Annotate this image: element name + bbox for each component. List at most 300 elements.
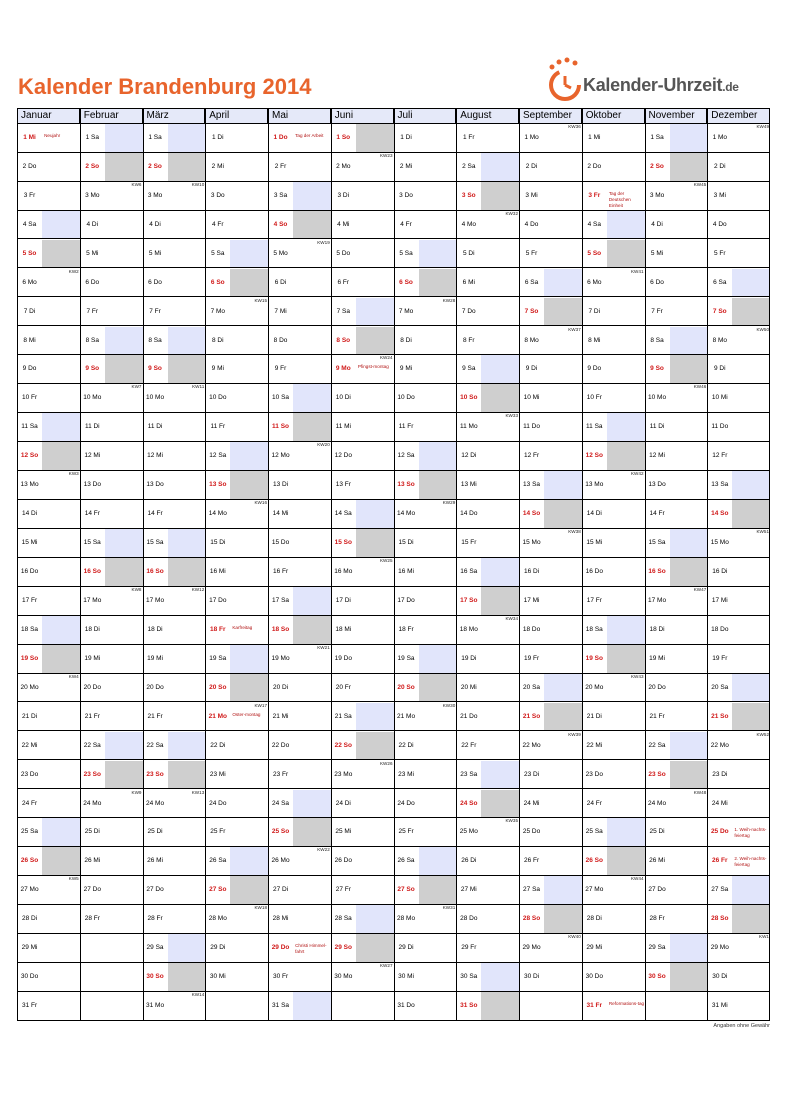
day-label: 16 Do <box>20 568 39 576</box>
day-cell <box>143 124 206 153</box>
day-cell <box>582 876 645 905</box>
day-cell <box>268 500 331 529</box>
day-label: 25 Sa <box>21 828 39 836</box>
day-label: 1 Di <box>212 134 224 141</box>
day-cell <box>519 616 582 645</box>
week-number: KW31 <box>442 905 456 911</box>
day-label: 18 Fr <box>398 625 414 633</box>
day-label: 29 Mo <box>522 944 541 952</box>
week-number: KW52 <box>756 731 769 737</box>
day-cell <box>582 934 645 963</box>
day-notes-area <box>607 269 645 297</box>
day-cell <box>707 153 770 182</box>
day-cell <box>17 500 80 529</box>
week-number: KW2 <box>68 268 79 274</box>
day-notes-area <box>544 471 582 499</box>
day-cell <box>394 587 457 616</box>
day-label: 26 Sa <box>397 857 415 865</box>
month-header: April <box>205 108 268 124</box>
day-notes-area <box>230 790 268 818</box>
grid-line <box>268 108 269 1021</box>
week-number: KW24 <box>379 355 393 361</box>
month-header: Oktober <box>582 108 645 124</box>
day-cell <box>707 645 770 674</box>
day-notes-area <box>356 558 394 586</box>
day-notes-area <box>670 355 708 383</box>
day-label: 23 Mi <box>209 770 226 778</box>
day-cell <box>582 240 645 269</box>
month-header: März <box>143 108 206 124</box>
day-notes-area <box>356 269 394 297</box>
day-cell <box>707 761 770 790</box>
day-cell <box>645 298 708 327</box>
day-notes-area <box>419 876 457 904</box>
day-cell <box>205 153 268 182</box>
day-notes-area <box>607 645 645 673</box>
day-label: 5 Mi <box>650 249 664 257</box>
day-label: 22 Di <box>210 741 226 749</box>
day-cell <box>331 124 394 153</box>
day-notes-area <box>544 761 582 789</box>
day-notes-area <box>732 963 770 991</box>
day-label: 26 Fr <box>523 857 540 865</box>
year-calendar-grid <box>17 108 770 1021</box>
day-cell <box>456 876 519 905</box>
week-number: KW48 <box>693 789 707 795</box>
grid-line <box>17 108 18 1021</box>
day-cell <box>143 327 206 356</box>
day-notes-area <box>356 413 394 441</box>
day-label: 25 Fr <box>210 828 226 836</box>
day-notes-area <box>481 818 519 846</box>
month-column-10 <box>645 108 708 1021</box>
day-cell <box>645 645 708 674</box>
day-cell <box>519 240 582 269</box>
week-number: KW9 <box>131 789 142 795</box>
day-cell <box>205 124 268 153</box>
day-cell <box>205 847 268 876</box>
day-notes-area <box>607 529 645 557</box>
day-notes-area <box>293 587 331 615</box>
day-notes-area <box>105 587 143 615</box>
day-notes-area <box>42 529 80 557</box>
day-label: 5 So <box>22 249 37 257</box>
day-label: 26 Mi <box>147 857 163 865</box>
day-label: 6 Sa <box>713 278 727 286</box>
site-logo[interactable] <box>543 55 758 101</box>
day-label: 4 Mi <box>337 220 350 228</box>
day-cell <box>331 732 394 761</box>
day-notes-area <box>670 587 708 615</box>
day-cell <box>394 500 457 529</box>
day-cell <box>80 818 143 847</box>
day-notes-area <box>105 818 143 846</box>
day-label: 2 Do <box>587 162 602 170</box>
day-notes-area <box>105 905 143 933</box>
day-cell <box>456 674 519 703</box>
day-cell <box>519 934 582 963</box>
day-label: 22 Mo <box>522 741 541 749</box>
day-label: 12 Mo <box>271 452 290 460</box>
week-number: KW22 <box>317 847 330 853</box>
day-cell <box>80 211 143 240</box>
day-label: 31 Fr <box>21 1002 38 1010</box>
day-notes-area <box>356 732 394 760</box>
day-label: 4 Fr <box>212 220 224 228</box>
grid-line <box>769 108 770 1021</box>
month-column-5 <box>331 108 394 1021</box>
day-cell <box>331 587 394 616</box>
day-notes-area <box>607 413 645 441</box>
day-cell <box>80 384 143 413</box>
day-notes-area <box>293 934 331 962</box>
day-cell <box>519 442 582 471</box>
day-notes-area <box>670 761 708 789</box>
day-notes-area <box>732 384 770 412</box>
day-cell <box>707 847 770 876</box>
day-notes-area <box>607 211 645 239</box>
day-label: 20 Sa <box>711 683 729 691</box>
day-cell <box>331 645 394 674</box>
week-number: KW7 <box>131 384 142 390</box>
day-cell <box>331 992 394 1021</box>
day-label: 18 Di <box>649 625 665 633</box>
day-cell <box>519 327 582 356</box>
day-label: 26 Mo <box>271 857 290 865</box>
day-cell <box>205 269 268 298</box>
day-label: 27 Mi <box>460 886 477 894</box>
day-cell <box>707 674 770 703</box>
day-notes-area <box>293 471 331 499</box>
day-notes-area <box>230 298 268 326</box>
day-notes-area <box>544 529 582 557</box>
day-notes-area <box>544 384 582 412</box>
day-notes-area <box>670 413 708 441</box>
day-label: 19 Mi <box>649 654 665 662</box>
day-label: 26 Di <box>461 857 477 865</box>
day-cell <box>205 587 268 616</box>
day-label: 28 Sa <box>334 915 352 923</box>
day-cell <box>707 963 770 992</box>
day-cell <box>394 269 457 298</box>
day-notes-area <box>419 645 457 673</box>
day-notes-area <box>293 818 331 846</box>
day-notes-area <box>105 703 143 731</box>
day-label: 24 Do <box>209 799 227 807</box>
day-notes-area <box>42 500 80 528</box>
day-label: 20 Fr <box>335 683 351 691</box>
day-cell <box>582 703 645 732</box>
day-notes-area <box>544 934 582 962</box>
day-notes-area <box>481 211 519 239</box>
day-cell <box>645 240 708 269</box>
day-cell <box>394 471 457 500</box>
day-notes-area <box>419 674 457 702</box>
day-notes-area <box>356 847 394 875</box>
day-notes-area <box>105 153 143 181</box>
holiday-label: Karfreitag <box>232 624 253 630</box>
day-cell <box>268 732 331 761</box>
day-notes-area <box>42 587 80 615</box>
month-header: September <box>519 108 582 124</box>
day-label: 22 Sa <box>648 741 666 749</box>
disclaimer: Angaben ohne Gewähr <box>713 1023 770 1029</box>
day-notes-area <box>419 992 457 1020</box>
day-cell <box>80 905 143 934</box>
day-label: 5 Mo <box>273 249 288 257</box>
day-notes-area <box>230 703 268 731</box>
day-label: 14 Di <box>21 510 38 518</box>
grid-line <box>645 108 646 1021</box>
day-cell <box>582 616 645 645</box>
day-cell <box>17 963 80 992</box>
day-label: 27 Sa <box>523 886 541 894</box>
month-column-8 <box>519 108 582 1021</box>
day-cell <box>268 442 331 471</box>
day-label: 10 Do <box>209 394 227 402</box>
day-cell <box>331 876 394 905</box>
day-label: 22 Do <box>271 741 290 749</box>
day-cell <box>456 645 519 674</box>
day-cell <box>582 790 645 819</box>
day-cell <box>205 703 268 732</box>
day-notes-area <box>607 153 645 181</box>
day-cell <box>80 674 143 703</box>
day-label: 20 Mi <box>460 683 477 691</box>
day-notes-area <box>356 327 394 355</box>
day-cell <box>519 529 582 558</box>
day-label: 27 Do <box>83 886 101 894</box>
day-cell <box>268 153 331 182</box>
day-label: 22 Mi <box>586 741 603 749</box>
day-notes-area <box>419 355 457 383</box>
day-notes-area <box>42 761 80 789</box>
day-cell <box>17 992 80 1021</box>
week-number: KW39 <box>568 731 581 737</box>
day-cell <box>394 384 457 413</box>
holiday-label: Reformations-tag <box>608 1001 645 1007</box>
day-notes-area <box>168 327 206 355</box>
day-cell <box>205 992 268 1021</box>
day-cell <box>456 442 519 471</box>
day-label: 11 Fr <box>210 423 226 431</box>
day-notes-area <box>670 674 708 702</box>
day-cell <box>645 355 708 384</box>
day-notes-area <box>419 847 457 875</box>
day-notes-area <box>607 703 645 731</box>
day-notes-area <box>105 674 143 702</box>
day-label: 23 Do <box>20 770 39 778</box>
day-notes-area <box>481 327 519 355</box>
week-number: KW10 <box>191 181 205 187</box>
day-label: 17 Sa <box>272 596 290 604</box>
day-label: 25 Mi <box>335 828 352 836</box>
day-notes-area <box>481 992 519 1020</box>
day-notes-area <box>544 703 582 731</box>
day-cell <box>17 674 80 703</box>
day-cell <box>456 992 519 1021</box>
day-notes-area <box>544 500 582 528</box>
day-cell <box>394 818 457 847</box>
holiday-label: Christi Himmel-fahrt <box>295 943 327 955</box>
day-label: 29 Di <box>398 944 414 952</box>
day-cell <box>143 905 206 934</box>
day-notes-area <box>42 240 80 268</box>
day-label: 21 Do <box>460 712 478 720</box>
day-label: 10 Mo <box>648 394 667 402</box>
day-notes-area <box>670 384 708 412</box>
day-cell <box>394 558 457 587</box>
day-notes-area <box>670 876 708 904</box>
day-label: 3 Fr <box>23 191 36 199</box>
day-label: 1 Mi <box>588 134 601 141</box>
day-notes-area <box>293 963 331 991</box>
day-cell <box>331 790 394 819</box>
day-notes-area <box>168 298 206 326</box>
day-cell <box>17 761 80 790</box>
week-number: KW36 <box>568 124 581 129</box>
day-notes-area <box>607 558 645 586</box>
day-notes-area <box>419 240 457 268</box>
day-cell <box>143 442 206 471</box>
day-notes-area <box>732 616 770 644</box>
day-label: 30 Di <box>523 973 540 981</box>
day-cell <box>205 934 268 963</box>
day-label: 16 So <box>83 568 101 576</box>
day-label: 1 Di <box>400 134 412 141</box>
day-notes-area <box>356 703 394 731</box>
day-cell <box>331 355 394 384</box>
day-notes-area <box>670 790 708 818</box>
day-notes-area <box>607 761 645 789</box>
day-cell <box>205 240 268 269</box>
day-label: 17 Fr <box>21 596 38 604</box>
day-label: 19 Mi <box>84 654 101 662</box>
day-cell <box>268 124 331 153</box>
day-notes-area <box>356 790 394 818</box>
day-label: 12 Mi <box>649 452 665 460</box>
day-label: 4 So <box>273 220 288 228</box>
day-label: 28 Mi <box>272 915 289 923</box>
day-cell <box>205 876 268 905</box>
day-label: 17 Mo <box>83 596 102 604</box>
day-cell <box>645 327 708 356</box>
day-cell <box>331 298 394 327</box>
day-label: 6 So <box>399 278 413 286</box>
day-cell <box>268 703 331 732</box>
day-cell <box>331 153 394 182</box>
day-cell <box>645 442 708 471</box>
day-notes-area <box>168 124 206 152</box>
day-label: 27 Mo <box>20 886 39 894</box>
day-cell <box>80 847 143 876</box>
day-cell <box>582 355 645 384</box>
day-label: 18 Di <box>84 625 100 633</box>
day-label: 7 Di <box>588 307 601 315</box>
day-label: 2 So <box>85 162 100 170</box>
day-label: 4 Fr <box>400 220 412 228</box>
day-notes-area <box>42 876 80 904</box>
day-cell <box>80 645 143 674</box>
day-notes-area <box>356 442 394 470</box>
day-label: 28 Mo <box>208 915 227 923</box>
day-label: 2 Fr <box>274 162 287 170</box>
day-label: 12 Do <box>334 452 352 460</box>
day-notes-area <box>732 240 770 268</box>
day-cell <box>519 558 582 587</box>
day-cell <box>645 674 708 703</box>
day-notes-area <box>481 732 519 760</box>
day-label: 14 Fr <box>649 510 665 518</box>
day-cell <box>456 963 519 992</box>
day-label: 7 Sa <box>336 307 350 315</box>
day-notes-area <box>670 963 708 991</box>
day-cell <box>80 442 143 471</box>
day-label: 26 Sa <box>209 857 227 865</box>
day-label: 19 Mo <box>271 654 290 662</box>
week-number: KW38 <box>568 529 581 535</box>
day-label: 7 Di <box>23 307 36 315</box>
day-notes-area <box>293 703 331 731</box>
clock-logo-icon <box>543 55 583 101</box>
day-label: 1 Sa <box>85 134 99 141</box>
day-label: 13 Sa <box>711 481 729 489</box>
day-notes-area <box>607 963 645 991</box>
day-cell <box>645 616 708 645</box>
day-label: 1 Do <box>273 134 288 141</box>
day-notes-area <box>293 876 331 904</box>
week-number: KW3 <box>68 471 79 477</box>
day-label: 14 So <box>711 510 729 518</box>
day-notes-area <box>230 211 268 239</box>
day-label: 23 Do <box>585 770 603 778</box>
month-column-6 <box>394 108 457 1021</box>
day-notes-area <box>293 384 331 412</box>
week-number: KW1 <box>759 934 769 940</box>
day-cell <box>205 182 268 211</box>
day-cell <box>582 992 645 1021</box>
day-cell <box>456 327 519 356</box>
day-label: 11 Mi <box>335 423 351 431</box>
day-cell <box>645 761 708 790</box>
day-cell <box>17 876 80 905</box>
day-notes-area <box>544 298 582 326</box>
day-cell <box>456 761 519 790</box>
day-label: 28 Di <box>586 915 602 923</box>
day-cell <box>17 905 80 934</box>
day-notes-area <box>732 269 770 297</box>
day-cell <box>17 298 80 327</box>
day-label: 11 Di <box>84 423 100 431</box>
day-label: 18 Do <box>711 625 729 633</box>
day-notes-area <box>42 298 80 326</box>
day-label: 3 Do <box>399 191 413 199</box>
day-cell <box>645 471 708 500</box>
week-number: KW15 <box>254 297 267 303</box>
day-label: 5 Di <box>463 249 475 257</box>
day-notes-area <box>732 500 770 528</box>
day-cell <box>143 992 206 1021</box>
day-cell <box>645 963 708 992</box>
day-label: 29 Mi <box>21 944 38 952</box>
day-label: 3 So <box>461 191 476 199</box>
day-cell <box>582 761 645 790</box>
day-cell <box>205 963 268 992</box>
day-cell <box>456 732 519 761</box>
day-label: 8 Sa <box>148 336 162 344</box>
day-notes-area <box>168 558 206 586</box>
day-cell <box>456 529 519 558</box>
